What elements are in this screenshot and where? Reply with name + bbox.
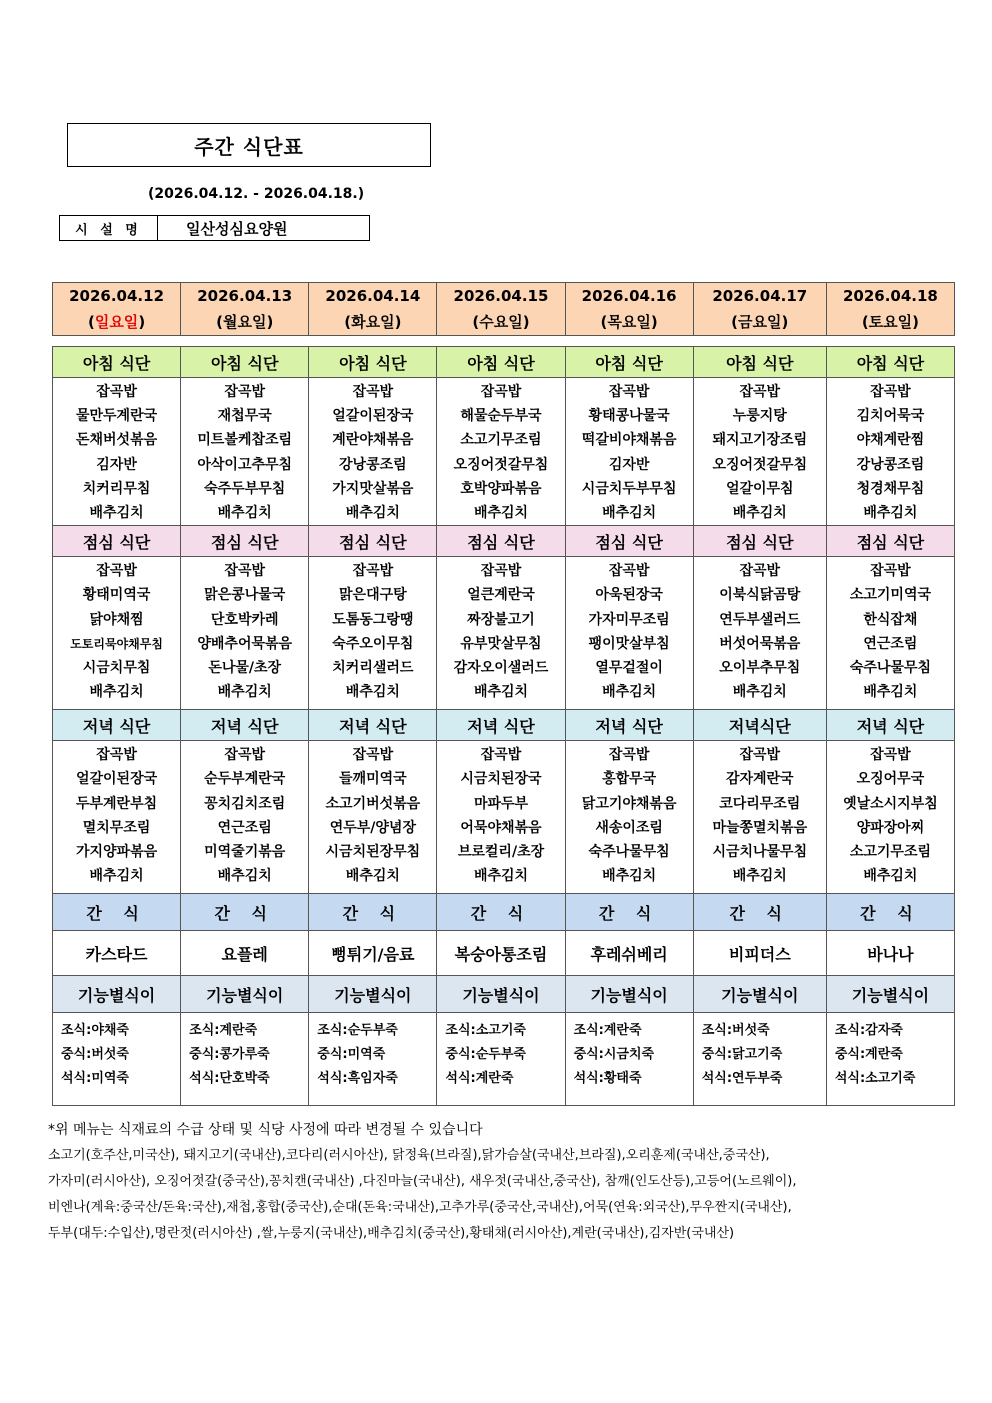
menu-item: 멸치무조림 — [82, 819, 151, 836]
day-header — [181, 283, 309, 336]
menu-item: 잡곡밥 — [870, 747, 911, 764]
menu-item: 계란야채볶음 — [332, 432, 414, 449]
breakfast-menu-cell — [826, 378, 954, 526]
spacer — [181, 336, 309, 347]
menu-item: 소고기무조림 — [460, 432, 542, 449]
func-diet-item: 중식:버섯죽 — [61, 1047, 129, 1063]
day-of-week — [437, 309, 564, 335]
sec-l-row — [53, 526, 955, 557]
func-diet-item: 중식:계란죽 — [834, 1047, 903, 1063]
func-diet-cell — [53, 1013, 181, 1106]
sec-s-row — [53, 894, 955, 931]
day-of-week — [181, 309, 308, 335]
menu-item: 배추김치 — [473, 505, 529, 522]
menu-item: 잡곡밥 — [870, 384, 911, 400]
breakfast-header: 아침 식단 — [309, 347, 437, 378]
menu-item: 얼큰계란국 — [467, 587, 535, 604]
menu-item: 잡곡밥 — [870, 563, 911, 580]
notes-origin-line: 비엔나(계육:중국산/돈육:국산),재첩,홍합(중국산),순대(돈육:국내산),고추가루(중국산,국내산),어묵(연육:외국산),무우짠지(국내산), — [48, 1200, 792, 1215]
menu-item: 잡곡밥 — [96, 747, 137, 764]
spacer — [826, 336, 954, 347]
day-header — [309, 283, 437, 336]
menu-item: 들깨미역국 — [339, 771, 407, 788]
weekday-name: 화요일 — [351, 313, 395, 331]
notes-disclaimer: *위 메뉴는 식재료의 수급 상태 및 식당 사정에 따라 변경될 수 있습니다 — [48, 1122, 483, 1138]
menu-item: 호박양파볶음 — [460, 480, 542, 497]
snack-header: 간 식 — [826, 894, 954, 931]
paren-open: ( — [861, 313, 869, 331]
menu-item: 숙주오이무침 — [332, 635, 414, 652]
breakfast-menu-cell — [693, 378, 826, 526]
menu-item: 새송이조림 — [595, 819, 663, 836]
menu-item: 배추김치 — [863, 684, 918, 701]
menu-item: 연근조림 — [217, 819, 272, 836]
breakfast-menu-cell — [53, 378, 181, 526]
menu-item: 시금치두부무침 — [581, 480, 677, 497]
menu-item: 잡곡밥 — [224, 747, 265, 764]
menu-item: 잡곡밥 — [739, 747, 781, 764]
menu-item: 가지맛살볶음 — [332, 480, 414, 497]
func-diet-item: 석식:연두부죽 — [701, 1071, 783, 1087]
day-header — [693, 283, 826, 336]
menu-item: 야채계란찜 — [856, 432, 925, 449]
menu-item: 양배추어묵볶음 — [197, 635, 293, 652]
menu-item: 잡곡밥 — [480, 747, 522, 764]
menu-item: 잡곡밥 — [480, 563, 522, 580]
spacer — [53, 336, 181, 347]
menu-item: 치커리무침 — [82, 480, 151, 497]
menu-item: 옛날소시지부침 — [843, 795, 938, 812]
menu-item: 배추김치 — [732, 868, 787, 885]
menu-item: 돼지고기장조림 — [712, 432, 808, 449]
menu-item: 숙주나물무침 — [588, 844, 670, 861]
menu-item: 잡곡밥 — [96, 384, 137, 400]
menu-item: 잡곡밥 — [224, 384, 265, 400]
menu-item: 얼갈이무침 — [725, 480, 794, 497]
snack-header: 간 식 — [565, 894, 693, 931]
menu-item: 소고기미역국 — [849, 587, 931, 604]
func-diet-item: 조식:계란죽 — [189, 1023, 258, 1039]
func-diet-header: 기능별식이 — [565, 976, 693, 1013]
menu-item: 잡곡밥 — [352, 384, 394, 400]
menu-item: 김자반 — [96, 456, 137, 473]
menu-item: 소고기버섯볶음 — [325, 795, 421, 812]
menu-item: 황태미역국 — [82, 587, 151, 604]
menu-item: 두부계란부침 — [75, 795, 158, 812]
func-diet-header: 기능별식이 — [181, 976, 309, 1013]
lunch-header: 점심 식단 — [693, 526, 826, 557]
menu-item: 청경채무침 — [856, 480, 925, 497]
weekday-name: 수요일 — [479, 313, 523, 331]
day-of-week — [694, 309, 826, 335]
menu-item: 코다리무조림 — [719, 795, 801, 812]
func-diet-header: 기능별식이 — [437, 976, 565, 1013]
menu-item: 오징어젓갈무침 — [453, 456, 549, 473]
paren-close: ) — [394, 313, 402, 331]
dinner-header: 저녁 식단 — [309, 710, 437, 741]
snack-header: 간 식 — [437, 894, 565, 931]
lunch-header: 점심 식단 — [181, 526, 309, 557]
dinner-menu-cell — [437, 741, 565, 894]
menu-item: 잡곡밥 — [352, 747, 394, 764]
menu-item: 배추김치 — [602, 868, 657, 885]
menu-item: 배추김치 — [602, 505, 657, 522]
menu-item: 재첩무국 — [217, 408, 272, 425]
func-diet-cell — [693, 1013, 826, 1106]
menu-item: 누룽지탕 — [732, 408, 787, 425]
menu-row — [53, 557, 955, 710]
func-diet-item: 조식:소고기죽 — [445, 1023, 526, 1039]
menu-item: 연근조림 — [863, 635, 918, 652]
snack-header: 간 식 — [53, 894, 181, 931]
snack-item: 요플레 — [181, 931, 309, 976]
menu-item: 배추김치 — [732, 505, 787, 522]
func-diet-item: 조식:버섯죽 — [701, 1023, 770, 1039]
dinner-menu-cell — [693, 741, 826, 894]
spacer — [437, 336, 565, 347]
menu-item: 시금치무침 — [82, 660, 151, 677]
menu-item: 잡곡밥 — [739, 384, 781, 400]
gap-row — [53, 336, 955, 347]
menu-item: 맑은대구탕 — [339, 587, 407, 604]
day-date: 2026.04.16 — [581, 287, 677, 305]
func-diet-item: 중식:순두부죽 — [445, 1047, 526, 1063]
breakfast-header: 아침 식단 — [181, 347, 309, 378]
day-header — [53, 283, 181, 336]
func-diet-item: 석식:미역죽 — [61, 1071, 129, 1087]
menu-item: 배추김치 — [345, 505, 400, 522]
page-title — [67, 123, 431, 167]
menu-item: 배추김치 — [217, 684, 272, 701]
menu-item: 김자반 — [608, 456, 650, 473]
facility-label: 시 설 명 — [60, 216, 158, 240]
menu-item: 순두부계란국 — [204, 771, 286, 788]
weekday-name: 목요일 — [607, 313, 651, 331]
func-diet-cell — [309, 1013, 437, 1106]
menu-item: 버섯어묵볶음 — [719, 635, 801, 652]
menu-item: 오이부추무침 — [719, 660, 801, 677]
breakfast-menu-cell — [181, 378, 309, 526]
day-of-week — [309, 309, 436, 335]
func-diet-item: 조식:계란죽 — [573, 1023, 642, 1039]
breakfast-menu-cell — [309, 378, 437, 526]
spacer — [309, 336, 437, 347]
sec-d-row — [53, 710, 955, 741]
menu-item: 어묵야채볶음 — [460, 819, 542, 836]
sec-b-row — [53, 347, 955, 378]
menu-item: 도톰동그랑땡 — [332, 611, 414, 628]
paren-close: ) — [138, 313, 146, 331]
paren-open: ( — [600, 313, 608, 331]
dinner-header: 저녁식단 — [693, 710, 826, 741]
menu-item: 배추김치 — [217, 868, 272, 885]
paren-open: ( — [472, 313, 480, 331]
menu-item: 닭야채찜 — [89, 611, 144, 628]
day-header — [437, 283, 565, 336]
snack-item: 카스타드 — [53, 931, 181, 976]
paren-open: ( — [731, 313, 739, 331]
paren-close: ) — [650, 313, 658, 331]
func-diet-header: 기능별식이 — [309, 976, 437, 1013]
hdr-row — [53, 283, 955, 336]
dinner-menu-cell — [181, 741, 309, 894]
paren-close: ) — [781, 313, 789, 331]
notes — [48, 1117, 797, 1247]
menu-item: 잡곡밥 — [608, 384, 650, 400]
menu-item: 떡갈비야채볶음 — [581, 432, 677, 449]
func-diet-header: 기능별식이 — [826, 976, 954, 1013]
snack-item: 뻥튀기/음료 — [309, 931, 437, 976]
menu-item: 배추김치 — [473, 684, 529, 701]
menu-item: 홍합무국 — [602, 771, 657, 788]
paren-close: ) — [522, 313, 530, 331]
day-date: 2026.04.18 — [842, 287, 938, 305]
snack-item: 바나나 — [826, 931, 954, 976]
menu-item: 강낭콩조림 — [339, 456, 407, 473]
menu-item: 잡곡밥 — [480, 384, 522, 400]
func-diet-item: 조식:감자죽 — [834, 1023, 903, 1039]
facility-name: 일산성심요양원 — [186, 219, 288, 238]
menu-item: 도토리묵야채무침 — [70, 636, 163, 651]
day-header — [826, 283, 954, 336]
func-diet-item: 조식:야채죽 — [61, 1023, 129, 1039]
func-diet-item: 석식:황태죽 — [573, 1071, 642, 1087]
day-date: 2026.04.15 — [453, 287, 549, 305]
day-date: 2026.04.17 — [712, 287, 808, 305]
dinner-header: 저녁 식단 — [53, 710, 181, 741]
menu-item: 잡곡밥 — [352, 563, 394, 580]
weekday-name: 일요일 — [94, 313, 139, 331]
snack-header: 간 식 — [309, 894, 437, 931]
menu-item: 미역줄기볶음 — [204, 844, 286, 861]
lunch-menu-cell — [693, 557, 826, 710]
menu-item: 마늘쫑멸치볶음 — [712, 819, 808, 836]
menu-item: 아욱된장국 — [595, 587, 663, 604]
notes-origin-line: 소고기(호주산,미국산), 돼지고기(국내산),코다리(러시아산), 닭정육(브라질),닭가슴살(국내산,브라질),오리훈제(국내산,중국산), — [48, 1148, 770, 1163]
weekday-name: 토요일 — [868, 313, 913, 331]
menu-item: 팽이맛살부침 — [588, 635, 670, 652]
lunch-menu-cell — [565, 557, 693, 710]
menu-item: 한식잡채 — [863, 611, 918, 628]
func-diet-cell — [826, 1013, 954, 1106]
menu-item: 단호박카레 — [210, 611, 279, 628]
menu-item: 시금치나물무침 — [712, 844, 808, 861]
breakfast-menu-cell — [437, 378, 565, 526]
snack-item: 후레쉬베리 — [565, 931, 693, 976]
func-diet-item: 석식:단호박죽 — [189, 1071, 270, 1087]
menu-item: 배추김치 — [89, 868, 144, 885]
menu-item: 오징어무국 — [856, 771, 925, 788]
menu-item: 잡곡밥 — [608, 747, 650, 764]
func-diet-item: 석식:계란죽 — [445, 1071, 514, 1087]
menu-item: 배추김치 — [89, 505, 144, 522]
lunch-menu-cell — [437, 557, 565, 710]
spacer — [565, 336, 693, 347]
func-diet-cell — [565, 1013, 693, 1106]
paren-open: ( — [216, 313, 223, 331]
title-text: 주간 식단표 — [194, 134, 304, 159]
func-row — [53, 1013, 955, 1106]
lunch-menu-cell — [309, 557, 437, 710]
menu-item: 열무겉절이 — [595, 660, 663, 677]
menu-item: 황태콩나물국 — [588, 408, 670, 425]
day-of-week — [53, 309, 180, 335]
menu-item: 이북식닭곰탕 — [719, 587, 801, 604]
menu-item: 해물순두부국 — [460, 408, 542, 425]
menu-item: 꽁치김치조림 — [204, 795, 286, 812]
func-diet-header: 기능별식이 — [53, 976, 181, 1013]
menu-item: 연두부/양념장 — [329, 819, 416, 836]
func-diet-cell — [437, 1013, 565, 1106]
menu-item: 소고기무조림 — [849, 844, 931, 861]
weekday-name: 금요일 — [738, 313, 782, 331]
sec-f-row — [53, 976, 955, 1013]
menu-item: 시금치된장국 — [460, 771, 542, 788]
menu-item: 돈채버섯볶음 — [75, 432, 158, 449]
paren-close: ) — [912, 313, 920, 331]
breakfast-header: 아침 식단 — [53, 347, 181, 378]
menu-item: 배추김치 — [345, 868, 400, 885]
paren-open: ( — [87, 313, 95, 331]
menu-item: 돈나물/초장 — [208, 660, 282, 677]
menu-item: 감자계란국 — [725, 771, 794, 788]
func-diet-item: 조식:순두부죽 — [317, 1023, 398, 1039]
day-of-week — [566, 309, 693, 335]
func-diet-item: 중식:미역죽 — [317, 1047, 386, 1063]
notes-origin-line: 가자미(러시아산), 오징어젓갈(중국산),꽁치캔(국내산) ,다진마늘(국내산), 새우젓(국내산,중국산), 참깨(인도산등),고등어(노르웨이), — [48, 1174, 797, 1189]
weekly-menu-table — [52, 282, 955, 1106]
func-diet-header: 기능별식이 — [693, 976, 826, 1013]
func-diet-item: 석식:소고기죽 — [834, 1071, 916, 1087]
lunch-menu-cell — [53, 557, 181, 710]
spacer — [693, 336, 826, 347]
lunch-menu-cell — [826, 557, 954, 710]
lunch-header: 점심 식단 — [309, 526, 437, 557]
menu-item: 김치어묵국 — [856, 408, 925, 425]
snack-header: 간 식 — [181, 894, 309, 931]
lunch-header: 점심 식단 — [53, 526, 181, 557]
menu-item: 마파두부 — [473, 795, 529, 812]
menu-item: 시금치된장무침 — [325, 844, 421, 861]
menu-item: 숙주두부무침 — [204, 480, 286, 497]
dinner-header: 저녁 식단 — [437, 710, 565, 741]
breakfast-header: 아침 식단 — [565, 347, 693, 378]
menu-item: 얼갈이된장국 — [75, 771, 158, 788]
dinner-menu-cell — [309, 741, 437, 894]
lunch-header: 점심 식단 — [565, 526, 693, 557]
paren-open: ( — [344, 313, 352, 331]
menu-item: 배추김치 — [217, 505, 272, 522]
menu-item: 배추김치 — [345, 684, 400, 701]
day-of-week — [827, 309, 954, 335]
menu-item: 가지양파볶음 — [75, 844, 158, 861]
menu-item: 강낭콩조림 — [856, 456, 925, 473]
menu-item: 감자오이샐러드 — [453, 660, 549, 677]
menu-item: 물만두계란국 — [75, 408, 158, 425]
snack-item: 복숭아통조림 — [437, 931, 565, 976]
lunch-menu-cell — [181, 557, 309, 710]
func-diet-cell — [181, 1013, 309, 1106]
day-header — [565, 283, 693, 336]
menu-item: 배추김치 — [863, 868, 918, 885]
lunch-header: 점심 식단 — [437, 526, 565, 557]
func-diet-item: 중식:콩가루죽 — [189, 1047, 270, 1063]
breakfast-header: 아침 식단 — [693, 347, 826, 378]
day-date: 2026.04.12 — [69, 287, 165, 305]
breakfast-menu-cell — [565, 378, 693, 526]
menu-item: 아삭이고추무침 — [197, 456, 293, 473]
menu-item: 배추김치 — [602, 684, 657, 701]
func-diet-item: 중식:닭고기죽 — [701, 1047, 783, 1063]
dinner-header: 저녁 식단 — [181, 710, 309, 741]
lunch-header: 점심 식단 — [826, 526, 954, 557]
menu-item: 연두부샐러드 — [719, 611, 801, 628]
menu-item: 배추김치 — [89, 684, 144, 701]
dinner-menu-cell — [53, 741, 181, 894]
menu-item: 잡곡밥 — [739, 563, 781, 580]
facility-box — [59, 215, 370, 241]
menu-item: 잡곡밥 — [224, 563, 265, 580]
dinner-header: 저녁 식단 — [565, 710, 693, 741]
dinner-menu-cell — [826, 741, 954, 894]
day-date: 2026.04.14 — [325, 287, 421, 305]
menu-item: 숙주나물무침 — [849, 660, 931, 677]
menu-item: 배추김치 — [473, 868, 529, 885]
menu-item: 잡곡밥 — [96, 563, 137, 580]
menu-item: 양파장아찌 — [856, 819, 925, 836]
menu-item: 미트볼케찹조림 — [197, 432, 293, 449]
breakfast-header: 아침 식단 — [437, 347, 565, 378]
menu-item: 가자미무조림 — [588, 611, 670, 628]
paren-close: ) — [266, 313, 274, 331]
menu-item: 유부맛살무침 — [460, 635, 542, 652]
menu-row — [53, 378, 955, 526]
menu-row — [53, 741, 955, 894]
dinner-menu-cell — [565, 741, 693, 894]
menu-item: 닭고기야채볶음 — [581, 795, 677, 812]
notes-origin-line: 두부(대두:수입산),명란젓(러시아산) ,쌀,누룽지(국내산),배추김치(중국산),황태채(러시아산),계란(국내산),김자반(국내산) — [48, 1226, 735, 1241]
menu-item: 브로컬리/초장 — [457, 844, 545, 861]
menu-period: (2026.04.12. - 2026.04.18.) — [148, 186, 365, 202]
menu-item: 얼갈이된장국 — [332, 408, 414, 425]
menu-item: 배추김치 — [732, 684, 787, 701]
day-date: 2026.04.13 — [197, 287, 293, 305]
menu-item: 치커리샐러드 — [332, 660, 414, 677]
menu-item: 배추김치 — [863, 505, 918, 522]
func-diet-item: 석식:흑임자죽 — [317, 1071, 398, 1087]
menu-item: 맑은콩나물국 — [204, 587, 286, 604]
breakfast-header: 아침 식단 — [826, 347, 954, 378]
snack-header: 간 식 — [693, 894, 826, 931]
weekday-name: 월요일 — [222, 313, 267, 331]
snack-item: 비피더스 — [693, 931, 826, 976]
menu-item: 오징어젓갈무침 — [712, 456, 808, 473]
dinner-header: 저녁 식단 — [826, 710, 954, 741]
menu-item: 짜장불고기 — [467, 611, 535, 628]
snack-row — [53, 931, 955, 976]
func-diet-item: 중식:시금치죽 — [573, 1047, 655, 1063]
menu-item: 잡곡밥 — [608, 563, 650, 580]
